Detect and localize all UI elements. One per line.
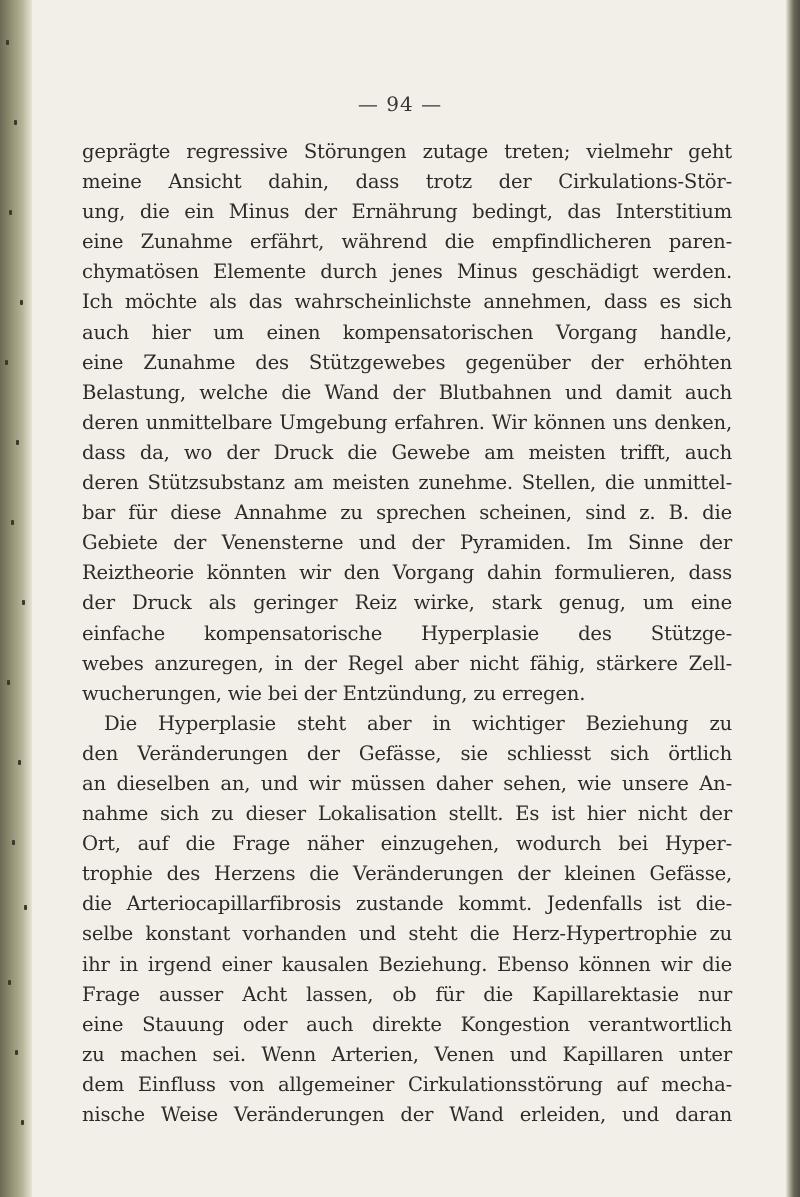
text-line: deren Stützsubstanz am meisten zunehme. Stellen, die unmittel- — [82, 471, 732, 495]
text-line: selbe konstant vorhanden und steht die Herz-Hypertrophie zu — [82, 922, 732, 946]
text-line: deren unmittelbare Umgebung erfahren. Wir können uns denken, — [82, 410, 732, 434]
body-text — [82, 137, 732, 1130]
text-line: wucherungen, wie bei der Entzündung, zu erregen. — [82, 681, 586, 705]
text-line: Reiztheorie könnten wir den Vorgang dahin formulieren, dass — [82, 561, 732, 585]
text-line: ung, die ein Minus der Ernährung bedingt, das Interstitium — [82, 200, 732, 224]
text-line: den Veränderungen der Gefässe, sie schliesst sich örtlich — [82, 741, 732, 765]
text-line: chymatösen Elemente durch jenes Minus geschädigt werden. — [82, 260, 732, 284]
text-line: auch hier um einen kompensatorischen Vorgang handle, — [82, 320, 732, 344]
text-line: ihr in irgend einer kausalen Beziehung. Ebenso können wir die — [82, 952, 732, 976]
page-number: — 94 — — [357, 92, 443, 116]
text-line: nahme sich zu dieser Lokalisation stellt. Es ist hier nicht der — [82, 802, 732, 826]
text-line: einfache kompensatorische Hyperplasie des Stützge- — [82, 621, 732, 645]
text-line: an dieselben an, und wir müssen daher sehen, wie unsere An- — [82, 771, 732, 795]
text-line: eine Stauung oder auch direkte Kongestion verantwortlich — [82, 1012, 732, 1036]
text-line: meine Ansicht dahin, dass trotz der Cirkulations-Stör- — [82, 170, 732, 194]
page-edge — [786, 0, 800, 1197]
text-line: trophie des Herzens die Veränderungen der kleinen Gefässe, — [82, 862, 732, 886]
text-line: dem Einfluss von allgemeiner Cirkulationsstörung auf mecha- — [82, 1072, 732, 1096]
text-line: bar für diese Annahme zu sprechen scheinen, sind z. B. die — [82, 501, 732, 525]
text-line: Ort, auf die Frage näher einzugehen, wodurch bei Hyper- — [82, 832, 732, 856]
text-line: Gebiete der Venensterne und der Pyramiden. Im Sinne der — [82, 531, 732, 555]
text-line: webes anzuregen, in der Regel aber nicht fähig, stärkere Zell- — [82, 651, 732, 675]
text-line: eine Zunahme erfährt, während die empfindlicheren paren- — [82, 230, 732, 254]
text-line: der Druck als geringer Reiz wirke, stark genug, um eine — [82, 591, 732, 615]
text-line: Frage ausser Acht lassen, ob für die Kapillarektasie nur — [82, 982, 732, 1006]
text-line: Ich möchte als das wahrscheinlichste annehmen, dass es sich — [82, 290, 732, 314]
binding-gutter — [0, 0, 32, 1197]
text-line: Die Hyperplasie steht aber in wichtiger Beziehung zu — [104, 711, 732, 735]
text-line: Belastung, welche die Wand der Blutbahnen und damit auch — [82, 380, 732, 404]
text-line: nische Weise Veränderungen der Wand erleiden, und daran — [82, 1103, 732, 1126]
text-line: geprägte regressive Störungen zutage treten; vielmehr geht — [82, 140, 732, 163]
text-line: dass da, wo der Druck die Gewebe am meisten trifft, auch — [82, 440, 732, 464]
text-line: eine Zunahme des Stützgewebes gegenüber der erhöhten — [82, 350, 732, 374]
text-line: zu machen sei. Wenn Arterien, Venen und Kapillaren unter — [82, 1042, 732, 1066]
text-line: die Arteriocapillarfibrosis zustande kommt. Jedenfalls ist die- — [82, 892, 732, 916]
